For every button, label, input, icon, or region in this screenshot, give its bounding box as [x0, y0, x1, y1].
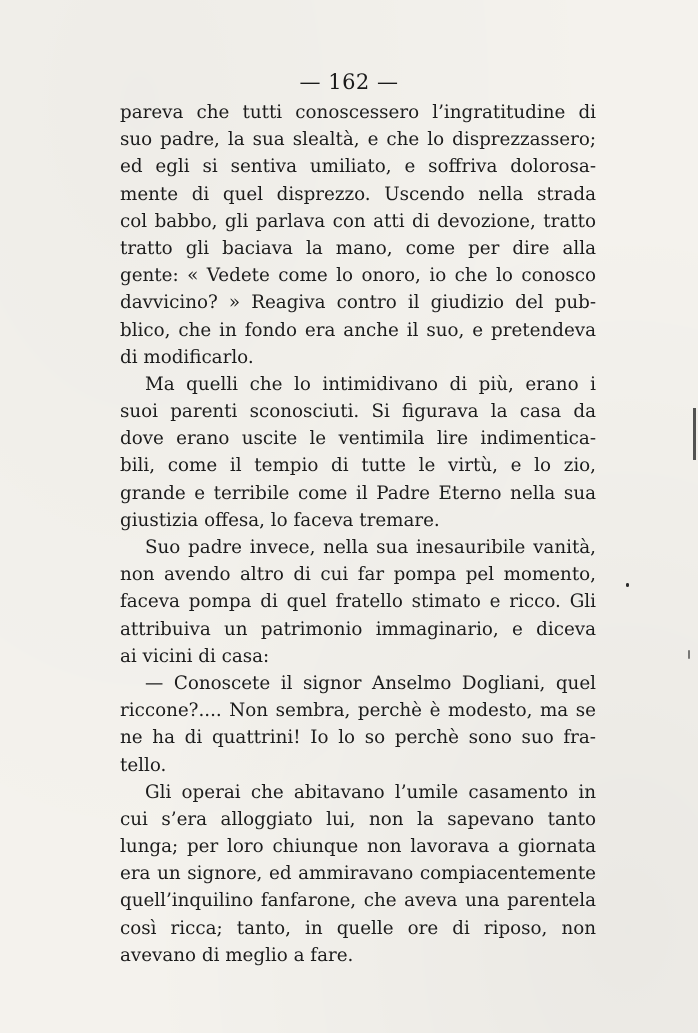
text-line: — Conoscete il signor Anselmo Dogliani, quel: [145, 672, 596, 694]
text-line: bili, come il tempio di tutte le virtù, e lo zio,: [120, 455, 596, 477]
text-line: pareva che tutti conoscessero l’ingratitudine di: [120, 102, 596, 123]
text-line: dove erano uscite le ventimila lire indimentica-: [120, 428, 596, 450]
text-line: davvicino? » Reagiva contro il giudizio del pub-: [120, 292, 596, 314]
margin-mark: [626, 583, 629, 587]
text-line: riccone?.... Non sembra, perchè è modesto, ma se: [120, 700, 596, 722]
text-line: cui s’era alloggiato lui, non la sapevano tanto: [120, 808, 596, 830]
text-line: attribuiva un patrimonio immaginario, e diceva: [120, 618, 596, 640]
text-line: suo padre, la sua slealtà, e che lo disprezzassero;: [120, 129, 596, 151]
text-line: quell’inquilino fanfarone, che aveva una parentela: [120, 890, 596, 912]
text-line: tratto gli baciava la mano, come per dire alla: [120, 237, 596, 259]
text-line: ne ha di quattrini! Io lo so perchè sono suo fra-: [120, 727, 596, 749]
text-line: non avendo altro di cui far pompa pel momento,: [120, 564, 596, 586]
text-line: faceva pompa di quel fratello stimato e ricco. Gli: [120, 591, 596, 613]
margin-mark: [693, 408, 696, 460]
text-line: ed egli si sentiva umiliato, e soffriva dolorosa-: [120, 156, 596, 178]
text-line: ai vicini di casa:: [120, 645, 270, 667]
text-line: col babbo, gli parlava con atti di devozione, tratto: [120, 210, 596, 232]
text-line: blico, che in fondo era anche il suo, e pretendeva: [120, 319, 596, 341]
text-line: così ricca; tanto, in quelle ore di riposo, non: [120, 917, 596, 939]
text-line: gente: « Vedete come lo onoro, io che lo conosco: [120, 265, 596, 287]
text-line: era un signore, ed ammiravano compiacentemente: [120, 863, 596, 885]
text-line: Gli operai che abitavano l’umile casamento in: [145, 781, 596, 803]
text-line: giustizia offesa, lo faceva tremare.: [120, 509, 440, 531]
body-text: [120, 99, 596, 969]
text-line: di modificarlo.: [120, 346, 254, 368]
text-line: lunga; per loro chiunque non lavorava a giornata: [120, 836, 596, 858]
text-line: tello.: [120, 754, 167, 776]
text-line: suoi parenti sconosciuti. Si figurava la casa da: [120, 401, 596, 423]
text-line: Suo padre invece, nella sua inesauribile vanità,: [145, 537, 596, 558]
text-line: mente di quel disprezzo. Uscendo nella strada: [120, 183, 596, 205]
margin-mark: [688, 650, 690, 659]
text-line: avevano di meglio a fare.: [120, 944, 354, 966]
text-line: grande e terribile come il Padre Eterno nella sua: [120, 482, 596, 504]
text-line: Ma quelli che lo intimidivano di più, erano i: [145, 373, 596, 395]
page-number: — 162 —: [299, 70, 399, 94]
